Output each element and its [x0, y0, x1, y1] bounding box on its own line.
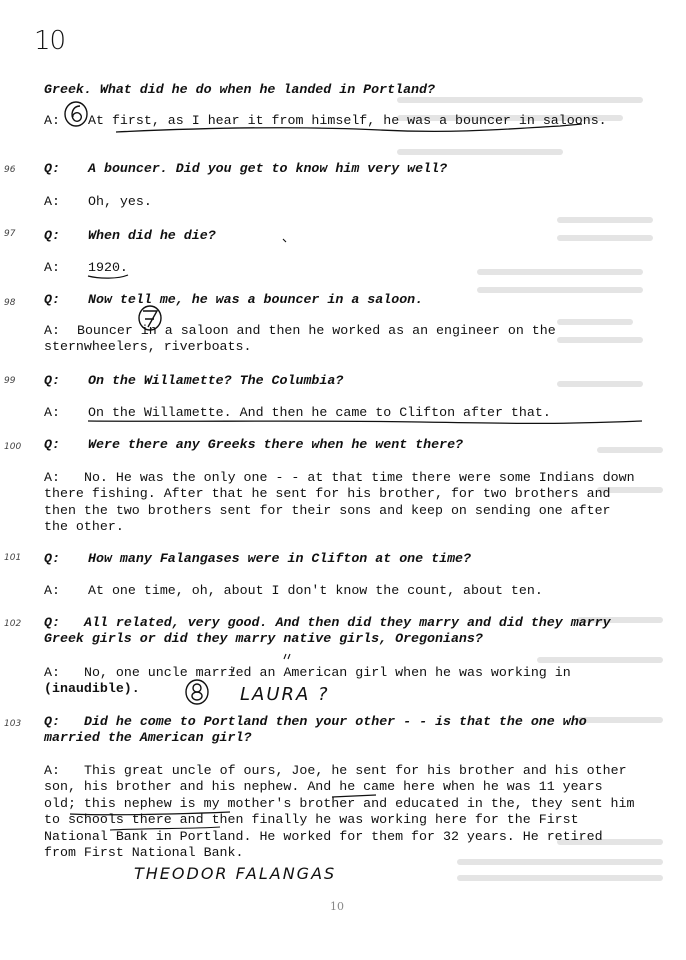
margin-number: 101 [4, 553, 22, 563]
margin-number: 100 [4, 442, 22, 452]
question-text: A bouncer. Did you get to know him very well? [88, 161, 448, 176]
speaker-label: A: [44, 194, 60, 209]
question-block [44, 551, 640, 567]
answer-text: Oh, yes. [88, 194, 152, 209]
speaker-label: A: [44, 405, 60, 420]
question-text: When did he die? [88, 228, 216, 243]
answer-block [44, 405, 640, 421]
speaker-label: A: [44, 665, 60, 680]
margin-number: 103 [4, 719, 22, 729]
speaker-label: Q: [44, 228, 60, 243]
speaker-label: Q: [44, 714, 60, 729]
speaker-label: A: [44, 113, 60, 128]
speaker-label: A: [44, 763, 60, 778]
speaker-label: A: [44, 470, 60, 485]
speaker-label: A: [44, 583, 60, 598]
answer-block [44, 763, 643, 861]
answer-text: At first, as I hear it from himself, he was a bouncer in saloons. [88, 113, 607, 128]
question-text: Were there any Greeks there when he went there? [88, 437, 464, 452]
answer-block [44, 665, 640, 698]
answer-block [44, 194, 640, 210]
answer-text: A: Bouncer in a saloon and then he worked as an engineer on the sternwheelers, riverboats. [44, 323, 564, 355]
answer-block [44, 470, 643, 536]
speaker-label: Q: [44, 551, 60, 566]
answer-text: A: No, one uncle married an American girl when he was working in (inaudible). [44, 665, 571, 697]
question-block [44, 373, 640, 389]
question-block [44, 615, 640, 648]
question-block [44, 161, 640, 177]
speaker-label: Q: [44, 615, 60, 630]
speaker-label: Q: [44, 437, 60, 452]
question-block [44, 714, 640, 747]
answer-text: A: No. He was the only one - - at that time there were some Indians down there fishing. After that he sent for his brother, for two brothers and then the two brothers sent for their sons and keep on sending one after the other. [44, 470, 643, 535]
question-text: On the Willamette? The Columbia? [88, 373, 344, 388]
answer-block [44, 113, 640, 129]
speaker-label: A: [44, 260, 60, 275]
handwritten-note-theodor: THEODOR FALANGAS [134, 864, 337, 883]
question-block [44, 437, 640, 453]
margin-number: 98 [4, 298, 16, 308]
margin-number: 99 [4, 376, 16, 386]
question-block [44, 292, 640, 308]
footer-page-number: 10 [330, 900, 344, 913]
answer-block [44, 260, 640, 276]
answer-block [44, 323, 640, 356]
margin-number: 96 [4, 165, 16, 175]
question-text: Now tell me, he was a bouncer in a saloon. [88, 292, 424, 307]
handwritten-note-laura: LAURA ? [240, 684, 330, 705]
answer-text: 1920. [88, 260, 128, 275]
inaudible-note: (inaudible). [44, 681, 140, 697]
answer-block [44, 583, 640, 599]
question-text: How many Falangases were in Clifton at one time? [88, 551, 472, 566]
speaker-label: Q: [44, 373, 60, 388]
margin-number: 97 [4, 229, 16, 239]
speaker-label: Q: [44, 292, 60, 307]
question-text: Q: Did he come to Portland then your other - - is that the one who married the American girl? [44, 714, 595, 746]
answer-text: A: This great uncle of ours, Joe, he sent for his brother and his other son, his brother and his nephew. And he came here when he was 11 years old; this nephew is my mother's brother and educated in the, they sent him to schools there and then finally he was working here for the First National Bank in Portland. He worked for them for 32 years. He retired from First National Bank. [44, 763, 643, 861]
question-text: Greek. What did he do when he landed in Portland? [44, 82, 435, 97]
question-block [44, 228, 640, 244]
answer-text: At one time, oh, about I don't know the count, about ten. [88, 583, 543, 598]
speaker-label: A: [44, 323, 60, 338]
speaker-label: Q: [44, 161, 60, 176]
question-text: Q: All related, very good. And then did they marry and did they marry Greek girls or did they marry native girls, Oregonians? [44, 615, 619, 647]
margin-number: 102 [4, 619, 22, 629]
handwritten-page-number: 10 [34, 26, 66, 56]
answer-text: On the Willamette. And then he came to Clifton after that. [88, 405, 551, 420]
